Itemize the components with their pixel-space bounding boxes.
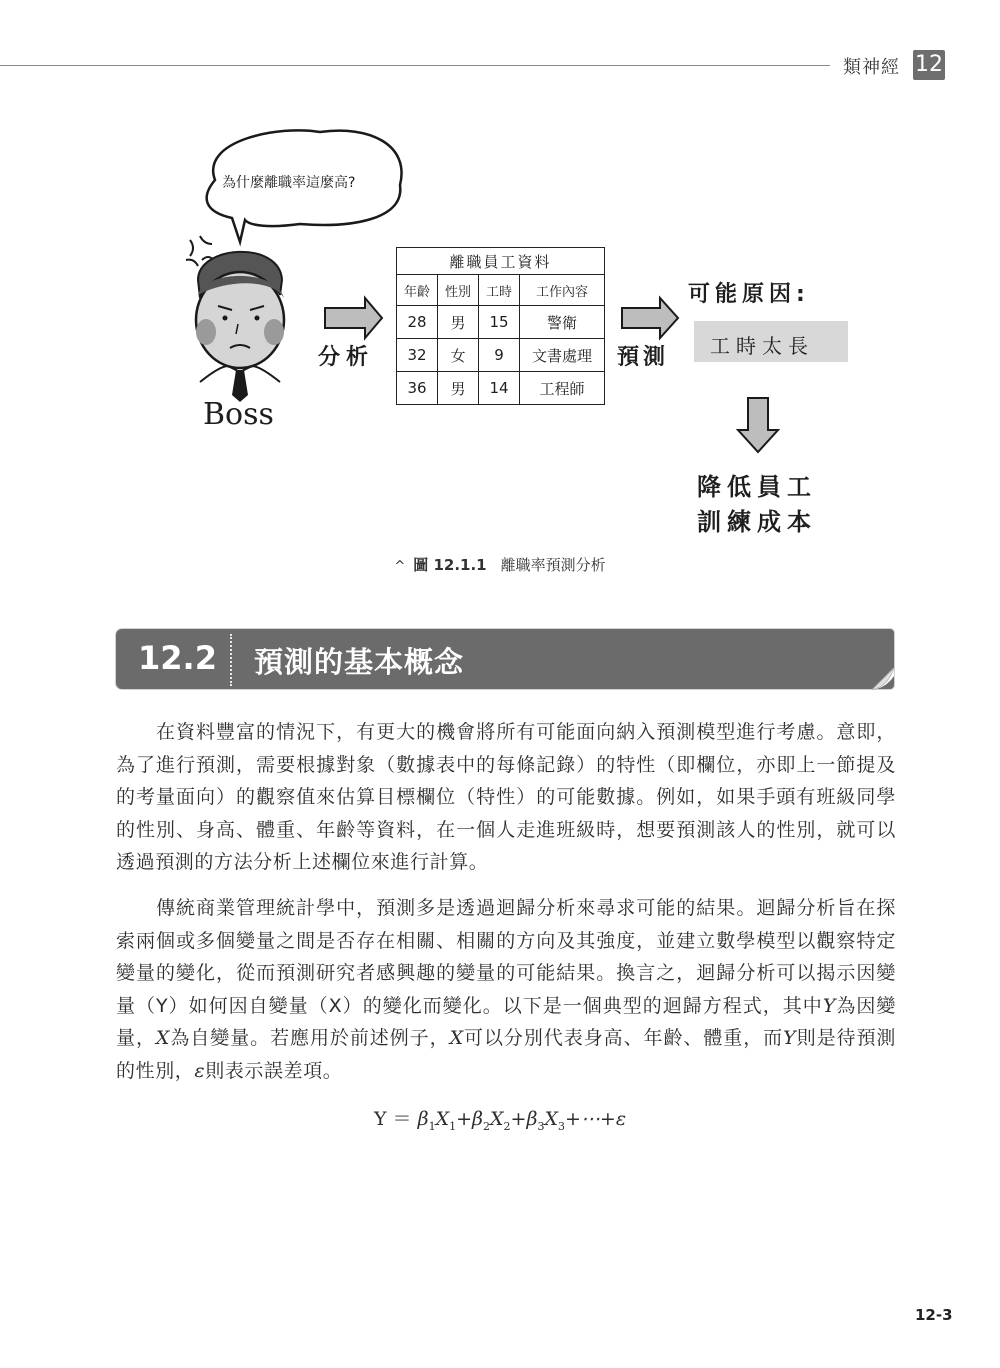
section-number: 12.2 [138,639,217,677]
boss-face-icon [196,252,284,402]
table-title: 離職員工資料 [397,248,605,275]
formula-beta: β [417,1108,429,1130]
paragraph-2-text: 傳統商業管理統計學中，預測多是透過迴歸分析來尋求可能的結果。迴歸分析旨在探索兩個或多個變量之間是否存在相關、相關的方向及其強度，並建立數學模型以觀察特定變量的變化，從而預測研究者感興趣的變量的可能結果。換言之，迴歸分析可以揭示因變量（Y）如何因自變量（X）的變化而變化。以下是一個典型的迴歸方程式，其中 [116,897,896,1017]
table-cell: 15 [479,306,520,339]
section-banner [116,629,894,689]
table-cell: 警衛 [520,306,605,339]
var-x: X [155,1027,171,1049]
paragraph-2-text: 為自變量。若應用於前述例子， [170,1027,450,1049]
analyze-label: 分析 [318,345,375,370]
var-epsilon: ε [194,1059,206,1082]
table-cell: 工程師 [520,372,605,405]
formula-subscript: 3 [557,1119,565,1133]
table-row [397,339,605,372]
table-cell: 男 [438,372,479,405]
reason-value: 工時太長 [710,334,814,358]
formula-plus: + [456,1108,473,1130]
caption-marker-icon: ^ [394,559,406,574]
page-curl-icon [872,668,894,690]
column-header: 工時 [479,275,520,306]
down-arrow-icon [738,398,778,452]
table-row [397,372,605,405]
result-line-1: 降低員工 [697,473,817,501]
reason-title: 可能原因: [688,282,810,307]
speech-text: 為什麼離職率這麼高? [222,175,356,191]
result-line-2: 訓練成本 [697,508,817,536]
analyze-arrow-icon [325,298,382,338]
formula-subscript: 1 [449,1119,457,1133]
attrition-figure [170,120,870,540]
var-y: Y [783,1027,797,1049]
column-header: 工作內容 [520,275,605,306]
table-cell: 32 [397,339,438,372]
paragraph-2-text: 可以分別代表身高、年齡、體重，而 [463,1027,784,1049]
table-row [397,306,605,339]
formula-plus: + [510,1108,527,1130]
page-number: 12-3 [915,1306,953,1324]
formula-tail: +⋯+ε [564,1108,627,1130]
formula-x: X [490,1108,504,1130]
formula-subscript: 2 [483,1119,491,1133]
formula-beta: β [526,1108,538,1130]
formula-x: X [544,1108,558,1130]
paragraph-1: 在資料豐富的情況下，有更大的機會將所有可能面向納入預測模型進行考慮。意即，為了進行預測，需要根據對象（數據表中的每條記錄）的特性（即欄位，亦即上一節提及的考量面向）的觀察值來估算目標欄位（特性）的可能數據。例如，如果手頭有班級同學的性別、身高、體重、年齡等資料，在一個人走進班級時，想要預測該人的性別，就可以透過預測的方法分析上述欄位來進行計算。 [116,721,896,873]
column-header: 性別 [438,275,479,306]
figure-caption [0,554,1000,575]
table-cell: 28 [397,306,438,339]
formula-subscript: 3 [537,1119,545,1133]
caption-label: 圖 12.1.1 [413,556,487,574]
header-rule [0,65,830,66]
formula-subscript: 1 [428,1119,436,1133]
table-cell: 文書處理 [520,339,605,372]
var-y: Y [822,994,836,1017]
formula-x: X [435,1108,450,1130]
section-divider [230,634,232,686]
table-cell: 36 [397,372,438,405]
column-header: 年齡 [397,275,438,306]
table-cell: 女 [438,339,479,372]
regression-formula [0,1104,1000,1133]
caption-text: 離職率預測分析 [500,556,606,574]
paragraph-2-text: 則表示誤差項。 [205,1059,343,1082]
paragraph-2-text: 則是待預測的性別， [116,1027,896,1082]
table-cell: 男 [438,306,479,339]
paragraph-2-text: 為因變量， [116,994,896,1049]
paragraph-2 [116,892,896,1087]
boss-label: Boss [203,397,274,432]
formula-subscript: 2 [503,1119,511,1133]
table-cell: 9 [479,339,520,372]
chapter-title: 類神經 [843,57,900,78]
chapter-number-badge: 12 [913,50,945,80]
var-x: X [449,1027,464,1049]
section-title: 預測的基本概念 [254,645,465,679]
attrition-data-table [396,247,605,405]
predict-label: 預測 [617,345,670,370]
formula-lhs: Y ＝ [373,1108,412,1130]
predict-arrow-icon [622,298,678,338]
formula-beta: β [472,1108,484,1130]
table-cell: 14 [479,372,520,405]
